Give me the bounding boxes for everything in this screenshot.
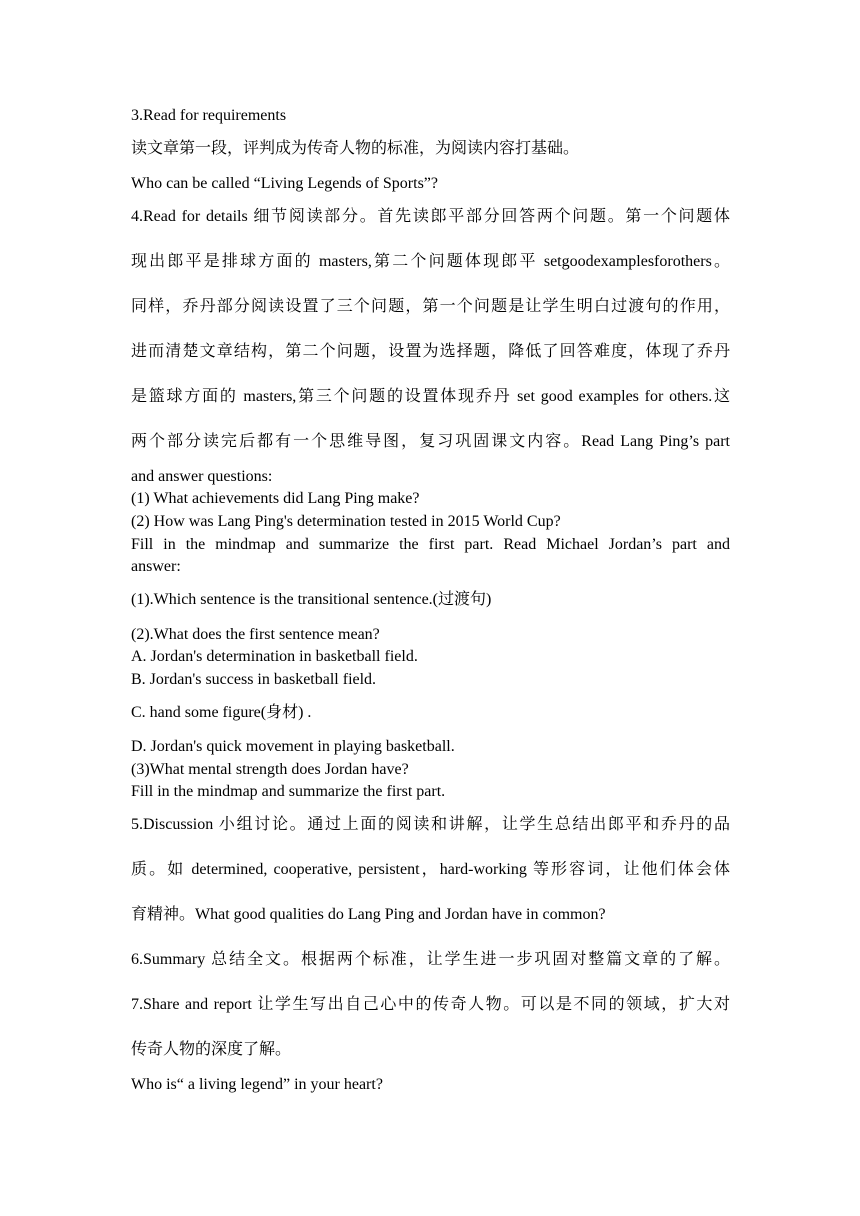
step-5-line-3: 育精神。What good qualities do Lang Ping and Jordan have in common? bbox=[131, 906, 606, 923]
step-3-heading: 3.Read for requirements bbox=[131, 107, 287, 124]
step-7-line-1: 7.Share and report 让学生写出自己心中的传奇人物。可以是不同的领域，扩大对 bbox=[131, 996, 730, 1013]
step-4-line-7: and answer questions: bbox=[131, 468, 273, 485]
option-c: C. hand some figure(身材) . bbox=[131, 704, 312, 721]
step-4-line-3: 同样，乔丹部分阅读设置了三个问题，第一个问题是让学生明白过渡句的作用， bbox=[131, 298, 730, 315]
step-4-line-6: 两个部分读完后都有一个思维导图，复习巩固课文内容。Read Lang Ping’s part bbox=[131, 433, 730, 450]
step-6: 6.Summary 总结全文。根据两个标准，让学生进一步巩固对整篇文章的了解。 bbox=[131, 951, 730, 968]
jordan-question-1: (1).Which sentence is the transitional sentence.(过渡句) bbox=[131, 591, 492, 608]
step-3-question: Who can be called “Living Legends of Sports”? bbox=[131, 175, 438, 192]
jordan-question-3: (3)What mental strength does Jordan have? bbox=[131, 761, 409, 778]
step-7-line-2: 传奇人物的深度了解。 bbox=[131, 1041, 292, 1058]
step-4-line-5: 是篮球方面的 masters,第三个问题的设置体现乔丹 set good examples for others.这 bbox=[131, 388, 730, 405]
step-4-line-2: 现出郎平是排球方面的 masters,第二个问题体现郎平 setgoodexamplesforothers。 bbox=[131, 253, 730, 270]
step-7-question: Who is“ a living legend” in your heart? bbox=[131, 1076, 383, 1093]
lang-ping-question-1: (1) What achievements did Lang Ping make? bbox=[131, 490, 420, 507]
jordan-question-2: (2).What does the first sentence mean? bbox=[131, 626, 380, 643]
step-3-description: 读文章第一段，评判成为传奇人物的标准，为阅读内容打基础。 bbox=[131, 140, 580, 157]
step-5-line-1: 5.Discussion 小组讨论。通过上面的阅读和讲解，让学生总结出郎平和乔丹的品 bbox=[131, 816, 730, 833]
step-4-line-4: 进而清楚文章结构，第二个问题，设置为选择题，降低了回答难度，体现了乔丹 bbox=[131, 343, 730, 360]
option-b: B. Jordan's success in basketball field. bbox=[131, 671, 377, 688]
step-5-line-2: 质。如 determined, cooperative, persistent，hard-working 等形容词，让他们体会体 bbox=[131, 861, 730, 878]
mindmap-instruction-2: Fill in the mindmap and summarize the first part. bbox=[131, 783, 446, 800]
option-d: D. Jordan's quick movement in playing basketball. bbox=[131, 738, 455, 755]
step-4-line-1: 4.Read for details 细节阅读部分。首先读郎平部分回答两个问题。第一个问题体 bbox=[131, 208, 730, 225]
mindmap-instruction-1-cont: answer: bbox=[131, 558, 181, 575]
option-a: A. Jordan's determination in basketball field. bbox=[131, 648, 418, 665]
lang-ping-question-2: (2) How was Lang Ping's determination tested in 2015 World Cup? bbox=[131, 513, 561, 530]
mindmap-instruction-1: Fill in the mindmap and summarize the first part. Read Michael Jordan’s part and bbox=[131, 536, 730, 553]
